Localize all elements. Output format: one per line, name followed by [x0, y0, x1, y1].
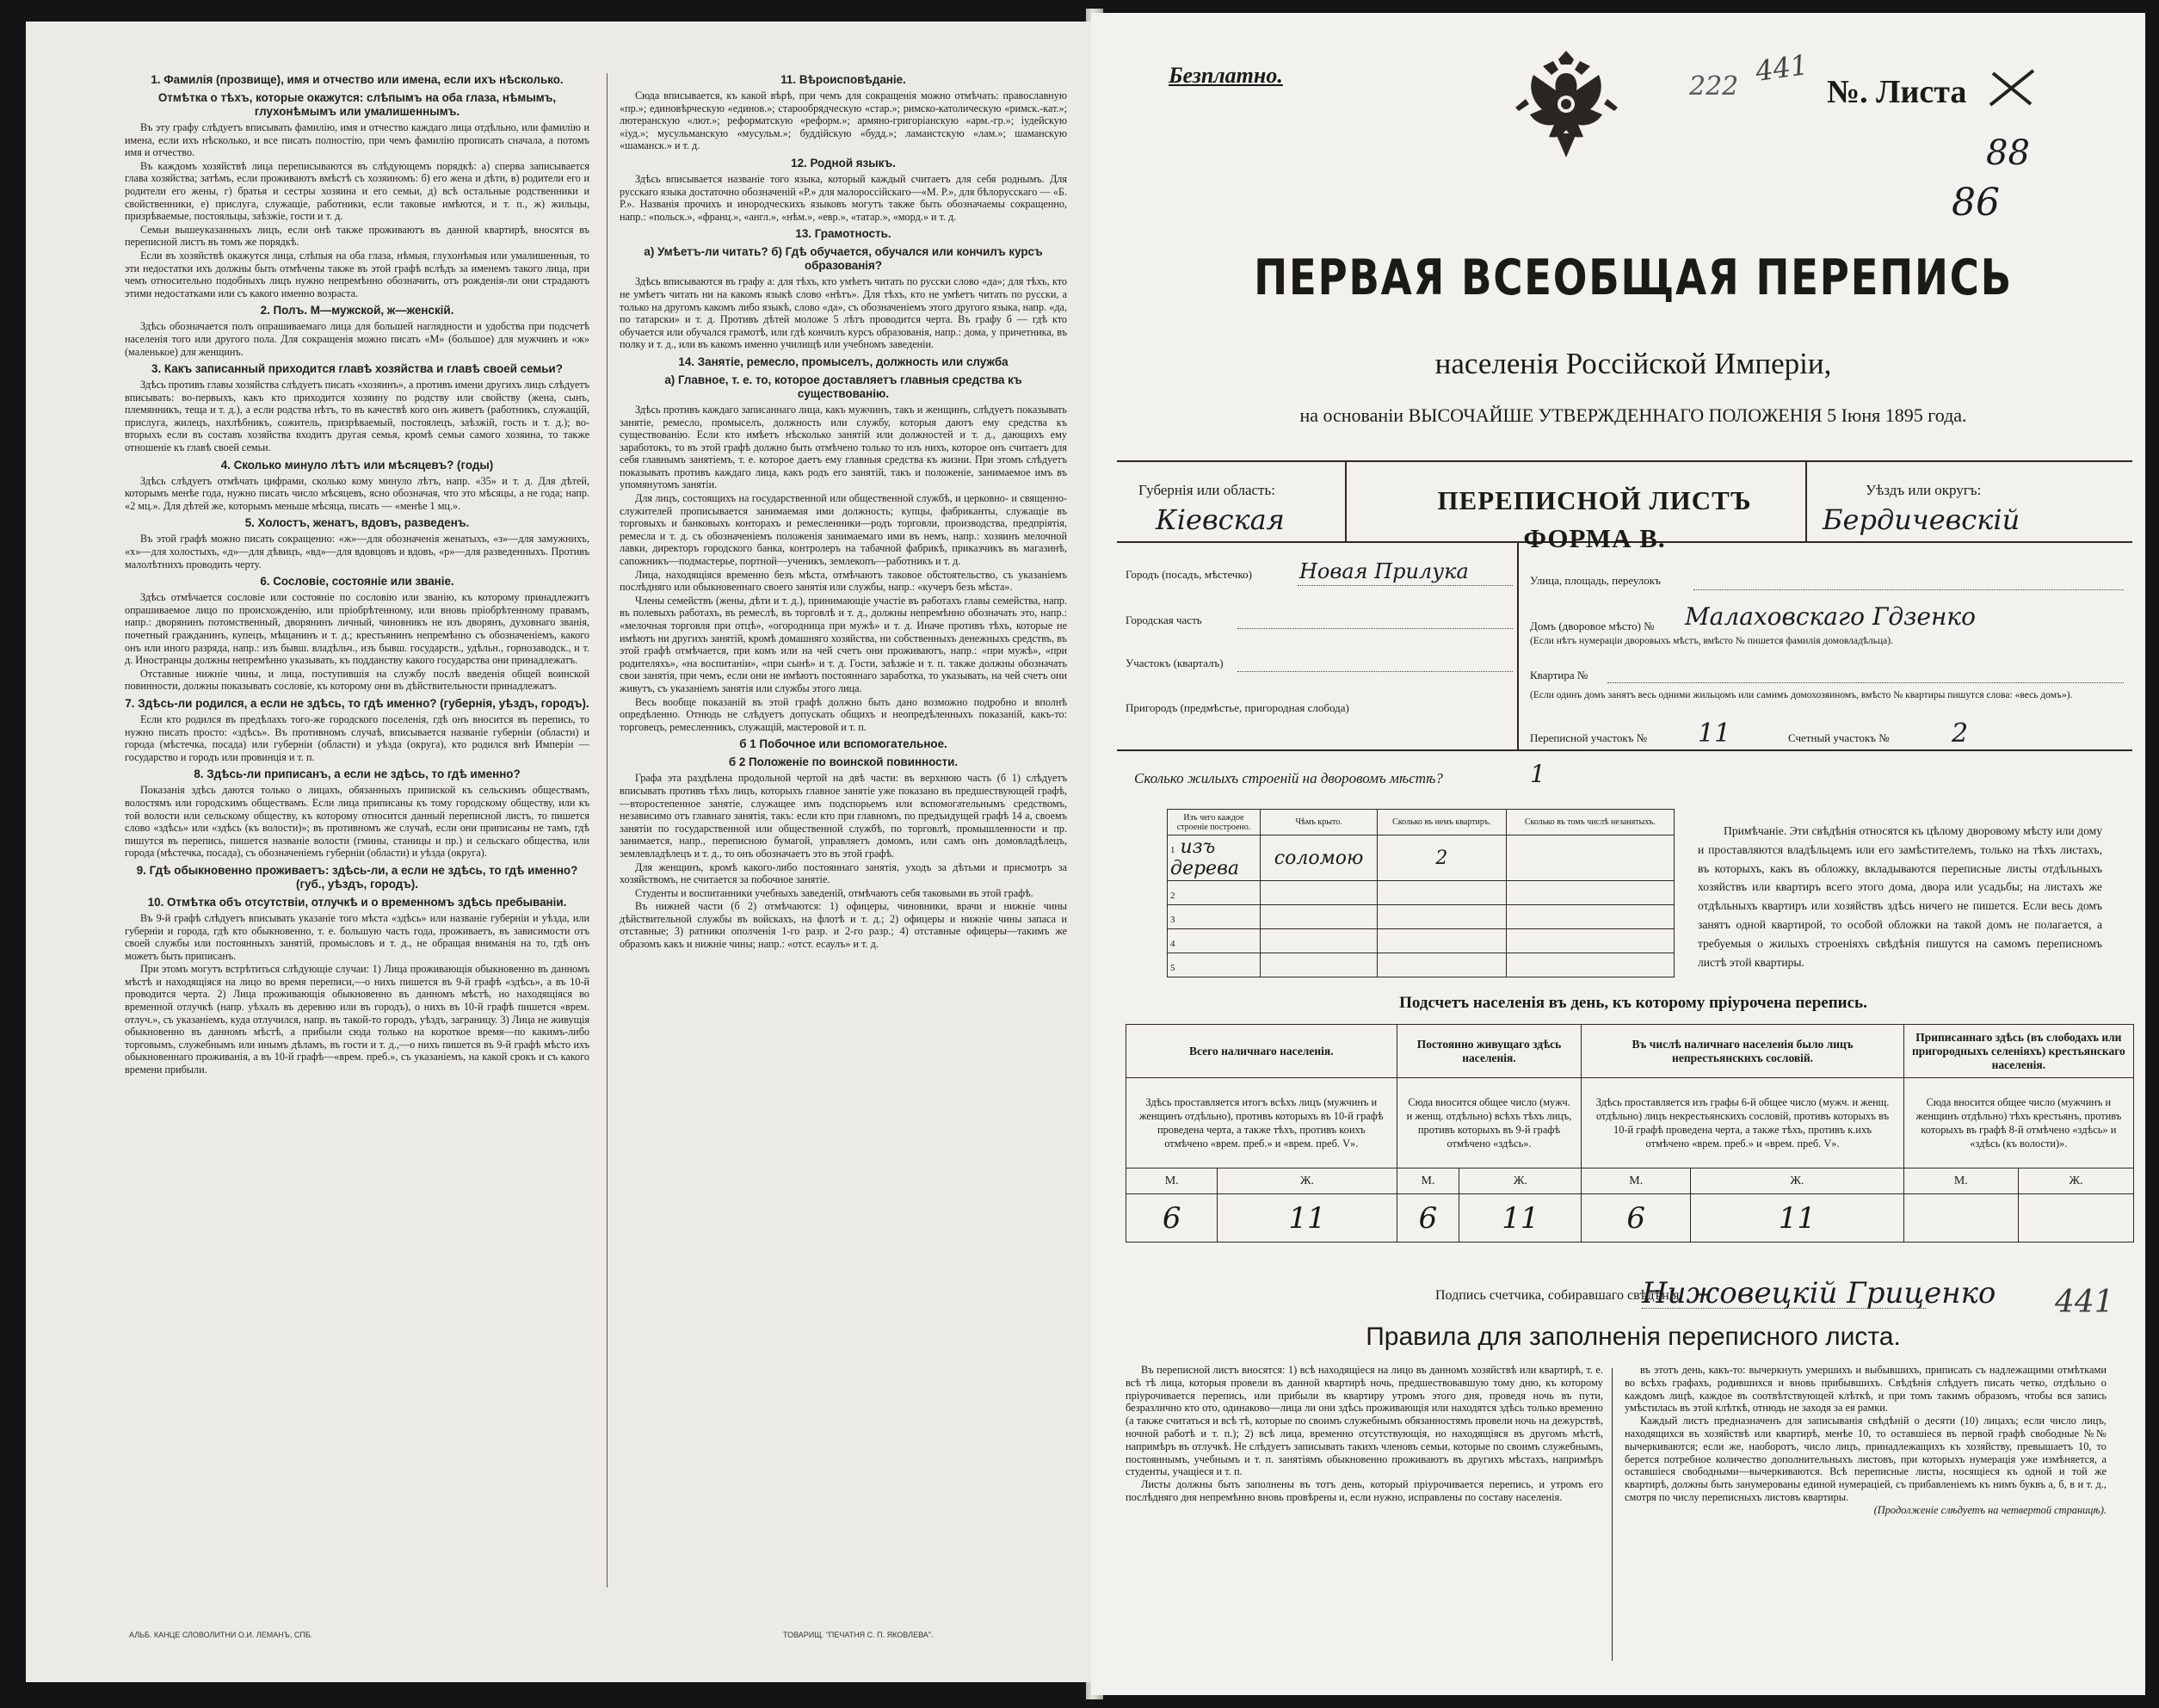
enumerator-signature: Нижовецкій Гриценко	[1642, 1276, 1996, 1310]
buildings-answer: 1	[1530, 760, 1545, 788]
instruction-paragraph: Здѣсь противъ главы хозяйства слѣдуетъ писать «хозяинъ», а противъ имени другихъ лицъ слѣдуетъ вписывать: во-первыхъ, какъ кто приходится хозяину по родству или свойству (жена, сынъ, племянникъ, теща и т. д.), а если родства нѣтъ, то въ качествѣ кого онъ живетъ (работникъ, служащій, прислуга, жилецъ, нахлѣбникъ, сожитель, призрѣваемый, постоялецъ, заѣзжій, гость и т. д.); во-вторыхъ если въ составъ хозяйства входитъ другая семья, кромѣ семьи самого хозяина, то также отношеніе къ главѣ своей семьи.	[125, 379, 589, 454]
schetny-value: 2	[1952, 718, 1969, 749]
section-heading: Отмѣтка о тѣхъ, которые окажутся: слѣпымъ на оба глаза, нѣмымъ, глухонѣмымъ или умалишеннымъ.	[157, 91, 557, 118]
kvartira-label: Квартира №	[1530, 669, 1588, 681]
female-count-value: 11	[1691, 1194, 1904, 1242]
buildings-note: Примѣчаніе. Эти свѣдѣнія относятся къ цѣлому дворовому мѣсту или дому и проставляются владѣльцемъ или его замѣстителемъ, только на тѣхъ листахъ, въ которыхъ, какъ въ обложку, вкладываются переписные листы отдѣльныхъ хозяйствъ или квартиръ всего этого дома, двора или усадьбы; на листахъ же отдѣльныхъ квартиръ или хозяйствъ здѣсь ничего не пишется. Если весь домъ занятъ одной квартирой, то особой обложки на такой домъ не полагается, а требуемыя о жилыхъ строеніяхъ свѣдѣнія пишутся на самомъ переписномъ листѣ этой квартиры.	[1698, 824, 2102, 969]
building-roof-value	[1261, 881, 1378, 905]
enumerator-signature-label: Подпись счетчика, собиравшаго свѣдѣнія	[1435, 1288, 1680, 1303]
building-empty-value	[1506, 929, 1674, 953]
rule-paragraph: Въ переписной листъ вносятся: 1) всѣ находящіеся на лицо въ данномъ хозяйствѣ или квартирѣ, т. е. всѣ тѣ лица, которыя провели въ данной квартирѣ ночь, предшествовавшую тому дню, къ которому пріурочивается перепись, или прибыли въ квартиру утромъ этого дня, проведя ночь въ пути, безразлично кто ото, одинаково—лица ли они здѣсь проживающія или находятся здѣсь только временно (а также считаться и всѣ тѣ, которые по своимъ служебнымъ обязанностямъ провели ночь на дежурствѣ, ночной работѣ и т. п.); 2) всѣ лица, временно отсутствующія, но находящіяся въ другомъ мѣстѣ, напримѣръ въ отлучкѣ. Не слѣдуетъ записывать такихъ членовъ семьи, которые по своимъ служебнымъ, постояннымъ, учебнымъ и т. п. занятіямъ обыкновенно проживаютъ въ другихъ мѣстахъ, напримѣръ студенты, учащіеся и т. п.	[1126, 1364, 1603, 1478]
instruction-paragraph: Отставные нижніе чины, и лица, поступившія на службу послѣ введенія общей воинской повинности, должны показывать сословіе, къ которому они въ дѣйствительности принадлежатъ.	[125, 667, 589, 693]
instruction-paragraph: При этомъ могутъ встрѣтиться слѣдующіе случаи: 1) Лица проживающія обыкновенно въ данномъ мѣстѣ и находящіяся на лицо во время переписи,—о нихъ пишется въ 9-й графѣ «здѣсь», а въ 10-й проводится черта. 2) Лица проживающія обыкновенно въ данномъ мѣстѣ, но находящіяся во временной отлучкѣ (напр. уѣхалъ въ деревню или въ городъ), о нихъ въ 10-й графѣ пишется «врем. отлуч.», съ указаніемъ, куда отлучился, напр. въ такой-то городъ, уѣздъ, заграницу. 3) Лица не живущія обыкновенно въ данномъ мѣстѣ, а прибыли сюда только на короткое время—по какимъ-либо торговымъ, служебнымъ или инымъ дѣламъ, въ гости и т. д.,—о нихъ пишется въ 9-й графѣ мѣсто ихъ обыкновеннаго проживанія, а въ 10-й графѣ—«врем. преб.», съ указаніемъ, на какой срокъ и съ какого времени прибыли.	[125, 963, 589, 1076]
instruction-paragraph: Лица, находящіяся временно безъ мѣста, отмѣчаютъ таковое обстоятельство, съ указаніемъ послѣдняго или обыкновеннаго своего занятія или службы, напр.: «кучеръ безъ мѣста».	[620, 568, 1067, 594]
male-count-value: 6	[1126, 1194, 1218, 1242]
male-column-label: М.	[1126, 1168, 1218, 1194]
instruction-paragraph: Если въ хозяйствѣ окажутся лица, слѣпыя на оба глаза, нѣмыя, глухонѣмыя или умалишенныя, то эти недостатки ихъ должны быть отмѣчены также въ этой графѣ вслѣдъ за именемъ такого лица, при чемъ относительно подобныхъ лицъ нужно непремѣнно обозначить, отъ рожденія-ли они страдаютъ этими недостатками или съ какого именно возраста.	[125, 249, 589, 299]
city-part-label: Городская часть	[1126, 614, 1202, 626]
building-empty-value	[1506, 881, 1674, 905]
form-heading	[1401, 482, 1788, 558]
rules-column-1	[1126, 1364, 1603, 1504]
instruction-paragraph: Члены семействъ (жены, дѣти и т. д.), принимающіе участіе въ работахъ главы семейства, напр. въ полевыхъ работахъ, въ ремеслѣ, въ торговлѣ и т. д., должны непремѣнно обозначать это, напр.: «мелочная торговля при отцѣ», «огородница при мужѣ» и т. д. Иначе противъ тѣхъ, которые не имѣютъ ни другихъ занятій, кромѣ домашняго хозяйства, ни собственныхъ денежныхъ средствъ, въ этой графѣ отмѣчается, при комъ или на чей счетъ они проживаютъ, напр.: «при мужѣ», «при родителяхъ», «на воспитаніи», «при сынѣ» и т. д. Гости, заѣзжіе и т. п. также должны обозначать свои занятія, при чемъ, если они не имѣютъ постояннаго заработка, то указывать, на чей счетъ они живутъ, съ указаніемъ занятія или службы этого лица.	[620, 594, 1067, 694]
street-label: Улица, площадь, переулокъ	[1530, 574, 1661, 587]
instruction-paragraph: Студенты и воспитанники учебныхъ заведеній, отмѣчаютъ себя таковыми въ этой графѣ.	[635, 886, 1033, 899]
census-title: ПЕРВАЯ ВСЕОБЩАЯ ПЕРЕПИСЬ	[1254, 250, 2013, 306]
instruction-paragraph: Здѣсь вписывается названіе того языка, который каждый считаетъ для себя роднымъ. Для русскаго языка достаточно обозначеній «Р.» для малороссійскаго—«М. Р.», для бѣлорусскаго — «Б. Р.». Названія прочихъ и инородческихъ языковъ могутъ также быть обозначаемы сокращенно, напр.: «польск.», «франц.», «англ.», «нѣм.», «евр.», «татар.», «морд.» и т. д.	[620, 172, 1067, 223]
handwritten-86: 86	[1952, 181, 2000, 225]
section-heading: а) Умѣетъ-ли читать? б) Гдѣ обучается, обучался или кончилъ курсъ образованія?	[644, 245, 1043, 273]
uchastok-line	[1237, 671, 1513, 672]
uchastok-label: Участокъ (кварталъ)	[1126, 657, 1224, 669]
instruction-paragraph: Для лицъ, состоящихъ на государственной или общественной службѣ, и церковно- и священно-служителей прописывается занимаемая ими должность; купцы, фабриканты, служащіе въ торговыхъ и банковыхъ конторахъ и ремесленники—родъ торговли, производства, предпріятія, ремесла и т. д. съ обозначеніемъ положенія занимаемаго ими въ немъ, напр.: хозяинъ мелочной лавки, директоръ городского банка, контролеръ на табачной фабрикѣ, приказчикъ въ магазинѣ, сапожникъ—подмастерье, портной—ученикъ, землекопъ—работникъ и т. д.	[620, 492, 1067, 568]
schetny-label: Счетный участокъ №	[1788, 731, 1890, 744]
section-heading: а) Главное, т. е. то, которое доставляетъ главныя средства къ существованію.	[664, 373, 1022, 400]
city-part-line	[1237, 628, 1513, 629]
buildings-table-header	[1168, 810, 1675, 836]
count-title: Подсчетъ населенія въ день, къ которому пріурочена перепись.	[1399, 994, 1867, 1012]
sheet-number-label: №. Листа	[1827, 74, 1967, 110]
section-heading: 14. Занятіе, ремесло, промыселъ, должность или служба	[678, 355, 1009, 368]
instruction-paragraph: Семьи вышеуказанныхъ лицъ, если онѣ также проживаютъ въ данной квартирѣ, вносятся въ переписной листъ въ томъ же порядкѣ.	[125, 223, 589, 249]
section-heading: 4. Сколько минуло лѣтъ или мѣсяцевъ? (годы)	[220, 458, 494, 472]
building-apartments-value	[1378, 929, 1506, 953]
building-cell-material	[1168, 881, 1261, 905]
male-count-value	[1903, 1194, 2018, 1242]
address-rule-bottom	[1117, 749, 2132, 751]
instruction-paragraph: Въ эту графу слѣдуетъ вписывать фамилію, имя и отчество каждаго лица отдѣльно, или фамилію и имена, если ихъ нѣсколько, и все писать полностію, при чемъ фамилію прописать сначала, а потомъ имя и отчество.	[125, 121, 589, 159]
male-column-label: М.	[1582, 1168, 1691, 1194]
city-value: Новая Прилука	[1299, 559, 1469, 583]
rule-paragraph: Каждый листъ предназначенъ для записыванія свѣдѣній о десяти (10) лицахъ; если число лицъ, находящихся въ хозяйствѣ или квартирѣ, менѣе 10, то оставшіеся въ первой графѣ свободные №№ вычеркиваются; если же, наоборотъ, число лицъ, принадлежащихъ къ хозяйству, превышаетъ 10, то берется потребное количество дополнительныхъ листовъ, при которыхъ нумерація уже измѣняется, а оставшіеся свободными—вычеркиваются. Всѣ переписные листы, носящіеся къ одной и той же квартирѣ, должны быть занумерованы единой нумераціей, съ прибавленіемъ къ нимъ буквъ а, б, в и т. д., смотря по числу переписныхъ листовъ квартиры.	[1625, 1415, 2107, 1503]
pop-header-non-peasant: Въ числѣ наличнаго населенія было лицъ непрестьянскихъ сословій.	[1582, 1025, 1903, 1078]
buildings-question: Сколько жилыхъ строеній на дворовомъ мѣстѣ?	[1134, 770, 1443, 786]
pop-header-row	[1126, 1025, 2134, 1078]
building-cell-material	[1168, 929, 1261, 953]
instruction-paragraph: Здѣсь противъ каждаго записаннаго лица, какъ мужчинъ, такъ и женщинъ, слѣдуетъ показывать занятіе, ремесло, промыселъ, должность или службу, которыя даютъ ему средства къ существованію. Если кто имѣетъ нѣсколько занятій или должностей и т. д., дающихъ ему заработокъ, то въ этой графѣ должно быть отмѣчено только то изъ нихъ, которое онъ считаетъ для себя главнымъ занятіемъ, т. е. которое даетъ ему главныя средства къ жизни. При этомъ слѣдуетъ показывать противъ каждаго лица, какъ родъ его занятій, такъ и положеніе, занимаемое имъ въ упомянутомъ занятіи.	[620, 403, 1067, 491]
section-heading: 1. Фамилія (прозвище), имя и отчество или имена, если ихъ нѣсколько.	[151, 73, 564, 86]
handwritten-222: 222	[1689, 71, 1739, 102]
section-heading: 6. Сословіе, состояніе или званіе.	[260, 575, 454, 589]
rules-title: Правила для заполненія переписного листа.	[1366, 1323, 1901, 1351]
building-roof-value	[1261, 929, 1378, 953]
col-roof-header: Чѣмъ крыто.	[1261, 810, 1378, 836]
male-column-label: М.	[1397, 1168, 1459, 1194]
population-count-table	[1126, 1024, 2134, 1242]
male-count-value: 6	[1582, 1194, 1691, 1242]
section-heading: б 2 Положеніе по воинской повинности.	[728, 755, 959, 769]
dom-value: Малаховскаго Гдзенко	[1685, 602, 1976, 631]
handwritten-441-top: 441	[1753, 47, 1810, 89]
city-line	[1298, 585, 1513, 586]
section-heading: б 1 Побочное или вспомогательное.	[739, 737, 947, 751]
handwritten-88: 88	[1986, 133, 2030, 173]
female-column-label: Ж.	[1459, 1168, 1582, 1194]
section-heading: 5. Холостъ, женатъ, вдовъ, разведенъ.	[244, 516, 470, 530]
section-heading: 12. Родной языкъ.	[791, 156, 896, 170]
handwritten-441-bottom: 441	[2055, 1285, 2114, 1320]
section-heading: 7. Здѣсь-ли родился, а если не здѣсь, то гдѣ именно? (губернія, уѣздъ, городъ).	[125, 696, 589, 710]
dom-label: Домъ (дворовое мѣсто) №	[1530, 620, 1655, 632]
instruction-paragraph: Сюда вписывается, къ какой вѣрѣ, при чемъ для сокращенія можно отмѣчать: православную «пр.»; единовѣрческую «единов.»; старообрядческую «стар.»; римско-католическую «римск.-кат.»; лютеранскую «лют.»; реформатскую «реформ.»; армяно-григоріанскую «арм.-гр.»; іудейскую «іуд.»; мусульманскую «мусульм.»; буддійскую «будд.»; ламаистскую «лам.»; шаманскую «шаманск.» и т. д.	[620, 89, 1067, 152]
pop-header-permanent: Постоянно живущаго здѣсь населенія.	[1397, 1025, 1582, 1078]
buildings-row	[1168, 929, 1675, 953]
instructions-column-2	[620, 69, 1067, 952]
section-heading: 9. Гдѣ обыкновенно проживаетъ: здѣсь-ли, а если не здѣсь, то гдѣ именно? (губ., уѣздъ, городъ).	[136, 863, 578, 891]
building-cell-material	[1168, 836, 1261, 881]
building-empty-value	[1506, 836, 1674, 881]
female-column-label: Ж.	[1691, 1168, 1904, 1194]
female-column-label: Ж.	[2018, 1168, 2133, 1194]
perepisnoy-value: 11	[1698, 718, 1731, 749]
building-row-number: 2	[1170, 891, 1175, 901]
cross-out-mark	[1986, 66, 2038, 109]
building-material-value: изъ дерева	[1170, 836, 1239, 879]
building-apartments-value	[1378, 953, 1506, 977]
buildings-row	[1168, 881, 1675, 905]
buildings-row	[1168, 953, 1675, 977]
right-page-census-form	[1091, 13, 2145, 1695]
pop-desc-present: Здѣсь проставляется итогъ всѣхъ лицъ (мужчинъ и женщинъ отдѣльно), противъ которыхъ въ 10-й графѣ проведена черта, а также тѣхъ, противъ коихъ отмѣчено «врем. преб.» и «врем. преб. V».	[1126, 1078, 1397, 1168]
buildings-row	[1168, 836, 1675, 881]
guberniya-label: Губернія или область:	[1138, 482, 1275, 498]
signature-line	[1642, 1308, 1926, 1309]
section-heading: 10. Отмѣтка объ отсутствіи, отлучкѣ и о временномъ здѣсь пребываніи.	[147, 895, 567, 909]
section-heading: 8. Здѣсь-ли приписанъ, а если не здѣсь, то гдѣ именно?	[194, 768, 521, 781]
building-apartments-value	[1378, 881, 1506, 905]
col-material-header: Изъ чего каждое строеніе построено.	[1168, 810, 1261, 836]
rule-paragraph: Листы должны быть заполнены въ тотъ день, который пріурочивается перепись, и утромъ его послѣдняго дня непремѣнно вновь провѣрены и, если нужно, исправлены по составу населенія.	[1126, 1478, 1603, 1503]
col-apartments-header: Сколько въ немъ квартиръ.	[1378, 810, 1506, 836]
rules-divider	[1612, 1368, 1613, 1661]
kvartira-note: (Если одинъ домъ занятъ весь одними жильцомъ или самимъ домохозяиномъ, вмѣсто № квартиры пишутся слова: «весь домъ»).	[1530, 690, 2073, 700]
imprint-printer: ТОВАРИЩ. "ПЕЧАТНЯ С. П. ЯКОВЛЕВА".	[783, 1631, 934, 1639]
guberniya-value: Кіевская	[1156, 503, 1285, 536]
instruction-paragraph: Графа эта раздѣлена продольной чертой на двѣ части: въ верхнюю часть (б 1) слѣдуетъ вписывать противъ тѣхъ лицъ, которыхъ главное занятіе уже показано въ предшествующей графѣ,—второстепенное занятіе, служащее имъ подспорьемъ или вспомогательнымъ средствомъ, независимо отъ главнаго занятія, такъ: если кто при главномъ, по предъидущей графѣ 14 а, своемъ занятіи по государственной или общественной службѣ, по торговлѣ, промышленности и пр. занимается, напр., переписною бумагой, управляетъ домомъ, или самъ онъ домовладѣлецъ, землевладѣлецъ и т. д., то онъ обозначаетъ это въ этой графѣ.	[620, 772, 1067, 860]
perepisnoy-label: Переписной участокъ №	[1530, 731, 1648, 744]
imperial-eagle-emblem	[1508, 47, 1625, 168]
instruction-paragraph: Въ 9-й графѣ слѣдуетъ вписывать указаніе того мѣста «здѣсь» или названіе губерніи и уѣзда, или губерніи и города, гдѣ кто обыкновенно, т. е. большую часть года, проживаетъ, въ зависимости отъ своей службы или постоянныхъ занятій, промысловъ и т. д., не обращая вниманія на то, гдѣ онъ можетъ быть приписанъ.	[125, 911, 589, 962]
rules-continued-note: (Продолженіе слѣдуетъ на четвертой страницѣ).	[1873, 1503, 2107, 1516]
buildings-table	[1167, 809, 1675, 977]
city-label: Городъ (посадъ, мѣстечко)	[1126, 568, 1252, 581]
instruction-paragraph: Здѣсь отмѣчается сословіе или состояніе по сословію или званію, къ которому принадлежитъ опрашиваемое лицо по происхожденію, или пріобрѣтенному, или вновь пріобрѣтенному правамъ, напр.: дворянинъ потомственный, дворянинъ личный, чиновникъ не изъ дворянъ, духовнаго званія, почетный гражданинъ, купецъ, мѣщанинъ и т. д.; крестьянинъ непремѣнно съ обозначеніемъ, какого онъ или иного разряда, напр.: изъ бывш. владѣльч., изъ бывш. государств., удѣльн., горнозаводск., и т. д. Иностранцы должны непремѣнно указывать, къ подданству какого государства они принадлежатъ.	[125, 591, 589, 667]
instruction-paragraph: Въ этой графѣ можно писать сокращенно: «ж»—для обозначенія женатыхъ, «з»—для замужнихъ, «х»—для холостыхъ, «д»—для дѣвицъ, «вд»—для вдовцовъ и вдовъ, «р»—для разведенныхъ. Противъ малолѣтнихъ проводить черту.	[125, 533, 589, 570]
street-line	[1693, 589, 2124, 590]
uezd-value: Бердичевскій	[1823, 503, 2020, 536]
building-empty-value	[1506, 905, 1674, 929]
free-of-charge-label: Безплатно.	[1169, 63, 1283, 88]
header-divider-right	[1805, 460, 1807, 542]
female-count-value: 11	[1218, 1194, 1397, 1242]
prigorod-label: Пригородъ (предмѣстье, пригородная слобода)	[1126, 701, 1349, 714]
header-divider-left	[1345, 460, 1347, 542]
rule-paragraph: въ этотъ день, какъ-то: вычеркнуть умершихъ и выбывшихъ, приписать съ надлежащими отмѣтками во всѣхъ графахъ, родившихся и вновь прибывшихъ. Свѣдѣнія слѣдуетъ писать четко, отдѣльно о каждомъ лицѣ, каждое въ соотвѣтствующей клѣткѣ, и при томъ такимъ образомъ, чтобы вся запись умѣстилась въ этой клѣткѣ, отнюдь не заходя за ея рамки.	[1625, 1364, 2107, 1415]
building-row-number: 5	[1170, 963, 1175, 973]
section-heading: 3. Какъ записанный приходится главѣ хозяйства и главѣ своей семьи?	[151, 362, 563, 376]
pop-description-row	[1126, 1078, 2134, 1168]
pop-desc-non-peasant: Здѣсь проставляется изъ графы 6-й общее число (мужч. и женщ. отдѣльно) лицъ некрестьянскихъ сословій, противъ которыхъ въ 10-й графѣ проведена черта, а также тѣхъ, противъ к.ихъ отмѣчено «врем. преб.» и «врем. преб. V».	[1582, 1078, 1903, 1168]
building-roof-value	[1261, 905, 1378, 929]
col-empty-header: Сколько въ томъ числѣ незанятыхъ.	[1506, 810, 1674, 836]
buildings-row	[1168, 905, 1675, 929]
instruction-paragraph: Въ нижней части (б 2) отмѣчаются: 1) офицеры, чиновники, врачи и нижніе чины дѣйствительной службы въ войскахъ, на флотѣ и т. д.; 2) офицеры и нижніе чины запаса и отставные; 3) ратники ополченія 1-го разр. и 2-го разр.; 4) отставные офицеры—такимъ же образомъ какъ и нижніе чины; напр.: «отст. есаулъ» и т. д.	[620, 900, 1067, 951]
uezd-label: Уѣздъ или округъ:	[1866, 482, 1982, 498]
building-roof-value	[1261, 953, 1378, 977]
female-count-value: 11	[1459, 1194, 1582, 1242]
instructions-column-1	[125, 69, 589, 1077]
building-cell-material	[1168, 953, 1261, 977]
column-divider	[607, 73, 608, 1588]
pop-header-present: Всего наличнаго населенія.	[1126, 1025, 1397, 1078]
instruction-paragraph: Показанія здѣсь даются только о лицахъ, обязанныхъ припиской къ сельскимъ обществамъ, волостямъ или городскимъ обществамъ. Если лица приписаны къ тому городскому обществу, или къ той волости или сельскому обществу, къ которому относится данный переписной листъ, то пишется слово «здѣсь» или «здѣсь (къ волости)»; въ противномъ же случаѣ, если они приписаны не тамъ, гдѣ пишутся въ перепись, пишется названіе волости (гмины, станицы и пр.) и сельскаго общества, или города (мѣстечка, посада), съ обозначеніемъ губерніи (области) и уѣзда (округа).	[125, 784, 589, 860]
instruction-paragraph: Весь вообще показаній въ этой графѣ должно быть дано возможно подробно и вполнѣ опредѣленно. Отнюдь не слѣдуетъ допускать общихъ и неопредѣленныхъ показаній, какъ-то: торговецъ, ремесленникъ, служащій, мастеровой и т. п.	[620, 695, 1067, 733]
instruction-paragraph: Въ каждомъ хозяйствѣ лица переписываются въ слѣдующемъ порядкѣ: а) сперва записывается глава хозяйства; затѣмъ, если проживаютъ вмѣстѣ съ хозяиномъ: б) его жена и дѣти, в) родители его и родители его жены, г) братья и сестры хозяина и его семьи, д) всѣ остальные родственники и свойственники, е) прислуга, служащіе, работники, если таковые имѣются, и т. п., ж) жильцы, призрѣваемые, постояльцы, заѣзжіе, гости и т. д.	[125, 159, 589, 223]
address-divider	[1517, 543, 1519, 749]
instruction-paragraph: Для женщинъ, кромѣ какого-либо постояннаго занятія, уходъ за дѣтьми и присмотръ за хозяйствомъ, не считается за побочное занятіе.	[620, 860, 1067, 886]
pop-header-peasant: Приписаннаго здѣсь (въ слободахъ или пригородныхъ селеніяхъ) крестьянскаго населенія.	[1903, 1025, 2133, 1078]
female-count-value	[2018, 1194, 2133, 1242]
building-row-number: 4	[1170, 939, 1175, 949]
kvartira-line	[1607, 682, 2124, 683]
imprint-typefoundry: АЛЬБ. КАНЦЕ СЛОВОЛИТНИ О.И. ЛЕМАНЪ, СПБ.	[129, 1631, 313, 1639]
section-heading: 13. Грамотность.	[795, 227, 891, 241]
building-row-number: 1	[1170, 845, 1175, 855]
rules-column-2	[1625, 1364, 2107, 1517]
header-rule-top	[1117, 460, 2132, 462]
building-apartments-value	[1378, 905, 1506, 929]
form-heading-line-2: ФОРМА В.	[1523, 523, 1666, 553]
pop-desc-permanent: Сюда вносится общее число (мужч. и женщ. отдѣльно) всѣхъ тѣхъ лицъ, противъ которыхъ въ 9-й графѣ отмѣчено «здѣсь».	[1397, 1078, 1582, 1168]
census-subtitle: населенія Россійской Имперіи,	[1434, 347, 1832, 380]
pop-desc-peasant: Сюда вносится общее число (мужчинъ и женщинъ отдѣльно) тѣхъ крестьянъ, противъ которыхъ въ графѣ 8-й отмѣчено «здѣсь» и «здѣсь (къ волости)».	[1903, 1078, 2133, 1168]
building-cell-material	[1168, 905, 1261, 929]
dom-note: (Если нѣтъ нумераціи дворовыхъ мѣстъ, вмѣсто № пишется фамилія домовладѣльца).	[1530, 636, 1893, 646]
instruction-paragraph: Здѣсь обозначается полъ опрашиваемаго лица для большей наглядности и удобства при подсчетѣ населенія того или другого пола. Для сокращенія можно писать «М» (большое) для мужчинъ и «ж» (маленькое) для женщинъ.	[125, 320, 589, 358]
building-empty-value	[1506, 953, 1674, 977]
female-column-label: Ж.	[1218, 1168, 1397, 1194]
instruction-paragraph: Здѣсь вписываются въ графу а: для тѣхъ, кто умѣетъ читать по русски слово «да»; для тѣхъ, кто не умѣетъ читать ни на какомъ языкѣ слово «нѣтъ». Для тѣхъ, кто не умѣетъ читать по русски, а только на другомъ какомъ либо языкѣ, слово «да», съ обозначеніемъ этого другого языка, напр. «да, по татарски» и т. д. Противъ дѣтей моложе 5 лѣтъ проводится черта. Въ графу б — гдѣ кто обучается или обучался грамотѣ, или гдѣ кончилъ курсъ образованія, напр.: дома, у причетника, въ полку и т. д., или въ какомъ именно училищѣ или учебномъ заведеніи.	[620, 275, 1067, 351]
building-row-number: 3	[1170, 915, 1175, 925]
building-apartments-value: 2	[1378, 836, 1506, 881]
male-column-label: М.	[1903, 1168, 2018, 1194]
section-heading: 2. Полъ. М—мужской, ж—женскій.	[260, 304, 454, 318]
form-heading-line-1: ПЕРЕПИСНОЙ ЛИСТЪ	[1437, 485, 1752, 515]
instruction-paragraph: Если кто родился въ предѣлахъ того-же городского поселенія, гдѣ онъ вносится въ перепись, то нужно писать просто: «здѣсь». Въ противномъ случаѣ, вписывается названіе губерніи (области) и города (мѣстечка, посада) или губерніи (области) и уѣзда (округа), кто родился внѣ Имперіи — государство и городъ или провинція и т. п.	[125, 712, 589, 763]
legal-basis-line: на основаніи ВЫСОЧАЙШЕ УТВЕРЖДЕННАГО ПОЛОЖЕНІЯ 5 Іюня 1895 года.	[1299, 404, 1967, 426]
pop-sex-header-row	[1126, 1168, 2134, 1194]
building-roof-value: соломою	[1261, 836, 1378, 881]
instruction-paragraph: Здѣсь слѣдуетъ отмѣчать цифрами, сколько кому минуло лѣтъ, напр. «35» и т. д. Для дѣтей, которымъ менѣе года, нужно писать число мѣсяцевъ, ясно обозначая, что это мѣсяцы, а не года; напр. «2 мц.». Для дѣтей же, которымъ меньше мѣсяца, писать — «менѣе 1 мц.».	[125, 474, 589, 512]
pop-values-row	[1126, 1194, 2134, 1242]
section-heading: 11. Вѣроисповѣданіе.	[780, 73, 906, 86]
male-count-value: 6	[1397, 1194, 1459, 1242]
left-page-instructions	[26, 22, 1101, 1682]
